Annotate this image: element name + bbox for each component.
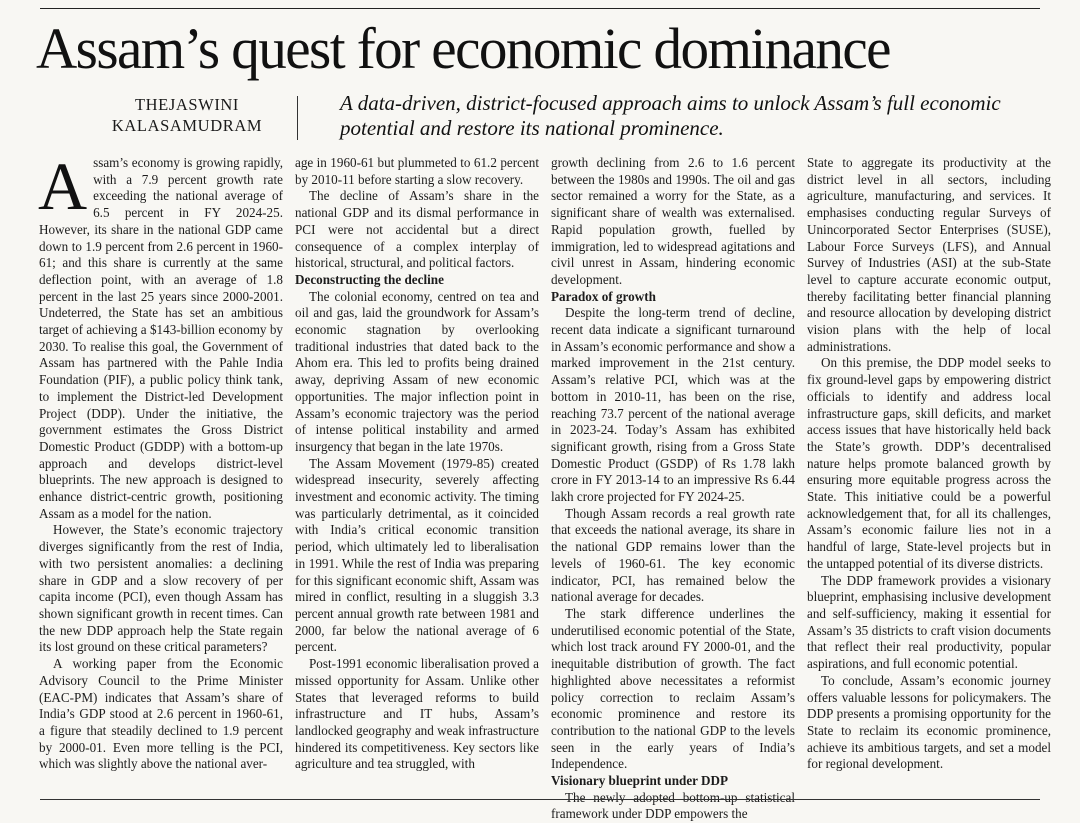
- paragraph: Though Assam records a real growth rate that exceeds the national average, its share in the national GDP remains lower than the levels of 1960-61. The key economic indicator, PCI, has remained below the national average for decades.: [551, 505, 795, 605]
- column-2: [295, 155, 539, 791]
- paragraph: The decline of Assam’s share in the national GDP and its dismal performance in PCI were not accidental but a direct consequence of a complex interplay of historical, structural, and political factors.: [295, 188, 539, 271]
- column-4: [807, 155, 1051, 791]
- paragraph: The DDP framework provides a visionary blueprint, emphasising inclusive development and self-sufficiency, making it essential for Assam’s 35 districts to craft vision documents that reflect their real productivity, popular aspirations, and full economic potential.: [807, 572, 1051, 672]
- paragraph: The stark difference underlines the underutilised economic potential of the State, which lost track around FY 2000-01, and the inequitable distribution of growth. The fact highlighted above necessitates a reformist policy correction to reclaim Assam’s economic prominence and restore its contribution to the national GDP to the levels seen in the early years of India’s Independence.: [551, 605, 795, 772]
- paragraph: To conclude, Assam’s economic journey offers valuable lessons for policymakers. The DDP presents a promising opportunity for the State to reclaim its economic prominence, achieve its ambitious targets, and set a model for regional development.: [807, 672, 1051, 772]
- byline: [82, 94, 292, 136]
- author-first-name: THEJASWINI: [134, 95, 240, 114]
- paragraph: [38, 148, 283, 522]
- drop-cap: A: [38, 148, 88, 224]
- paragraph: Post-1991 economic liberalisation proved a missed opportunity for Assam. Unlike other States that leveraged reforms to build infrastructure and IT hubs, Assam’s landlocked geography and weak infrastructure hindered its competitiveness. Key sectors like agriculture and tea struggled, with: [295, 656, 539, 772]
- author-last-name: KALASAMUDRAM: [111, 116, 263, 135]
- paragraph: However, the State’s economic trajectory diverges significantly from the rest of India, with two persistent anomalies: a declining share in GDP and a slow recovery of per capita income (PCI), even though Assam has shown significant growth in recent times. Can the new DDP approach help the State regain its lost ground on these critical parameters?: [39, 522, 283, 655]
- paragraph: State to aggregate its productivity at the district level in all sectors, including agriculture, manufacturing, and services. It emphasises conducting regular Surveys of Unincorporated Sector Enterprises (SUSE), Labour Force Surveys (LFS), and Annual Survey of Industries (ASI) at the sub-State level to capture accurate economic output, thereby facilitating better financial planning and resource allocation by developing district vision plans with the help of local administrations.: [807, 155, 1051, 354]
- subheading: Deconstructing the decline: [295, 271, 444, 287]
- paragraph: The Assam Movement (1979-85) created widespread insecurity, severely affecting investment and economic activity. The timing was particularly detrimental, as it coincided with India’s critical economic transition period, which ultimately led to liberalisation in 1991. While the rest of India was preparing for this significant economic shift, Assam was mired in conflict, resulting in a sluggish 3.3 percent annual growth rate between 1981 and 2000, far below the national average of 6 percent.: [295, 455, 539, 655]
- paragraph: growth declining from 2.6 to 1.6 percent between the 1980s and 1990s. The oil and gas sector remained a worry for the State, as a significant share of wealth was externalised. Rapid population growth, fuelled by immigration, led to widespread agitations and civil unrest in Assam, hindering economic development.: [551, 155, 795, 287]
- paragraph-text: ssam’s economy is growing rapidly, with a 7.9 percent growth rate exceeding the national average of 6.5 percent in FY 2024-25. However, its share in the national GDP came down to 1.9 percent from 2.6 percent in 1960-61; and this share is currently at the same deflection point, with an average of 1.8 percent in the last 25 years since 2000-2001. Undeterred, the State has set an ambitious target of achieving a $143-billion economy by 2030. To realise this goal, the Government of Assam has partnered with the Pahle India Foundation (PIF), a public policy think tank, to implement the District-led Development Project (DDP). Under the initiative, the government estimates the Gross District Domestic Product (GDDP) with a bottom-up approach and develops district-level blueprints. The new approach is designed to enhance district-centric growth, positioning Assam as a model for the nation.: [39, 155, 283, 521]
- paragraph: On this premise, the DDP model seeks to fix ground-level gaps by empowering district officials to identify and address local infrastructure gaps, skill deficits, and market access issues that have historically held back the State’s growth. DDP’s decentralised nature helps promote balanced growth by ensuring more equitable progress across the State. This initiative could be a powerful acknowledgement that, for all its challenges, Assam’s economic failure lies not in a handful of large, State-level projects but in the untapped potential of its diverse districts.: [807, 355, 1051, 571]
- paragraph: The newly adopted bottom-up statistical framework under DDP empowers the: [551, 789, 795, 822]
- subheading: Paradox of growth: [551, 288, 656, 304]
- paragraph: age in 1960-61 but plummeted to 61.2 percent by 2010-11 before starting a slow recovery.: [295, 155, 539, 187]
- paragraph: The colonial economy, centred on tea and oil and gas, laid the groundwork for Assam’s economic stagnation by overlooking traditional industries that dated back to the Ahom era. This led to profits being drained away, depriving Assam of new economic opportunities. The major inflection point in Assam’s economic trajectory was the period of intense political instability and armed insurgency that began in the late 1970s.: [295, 288, 539, 454]
- headline: Assam’s quest for economic dominance: [36, 16, 890, 81]
- byline-divider: [297, 96, 298, 140]
- column-1: [38, 148, 283, 791]
- deck: A data-driven, district-focused approach aims to unlock Assam’s full economic potential and restore its national prominence.: [340, 91, 1001, 140]
- bottom-rule: [40, 799, 1040, 800]
- column-3: [551, 155, 795, 822]
- paragraph: Despite the long-term trend of decline, recent data indicate a significant turnaround in Assam’s economic performance and show a marked improvement in the 21st century. Assam’s relative PCI, which was at the bottom in 2010-11, has been on the rise, reaching 73.7 percent of the national average in 2023-24. Today’s Assam has exhibited significant growth, rising from a Gross State Domestic Product (GSDP) of Rs 1.78 lakh crore in FY 2013-14 to an impressive Rs 6.44 lakh crore projected for FY 2024-25.: [551, 305, 795, 505]
- top-rule: [40, 8, 1040, 9]
- subheading: Visionary blueprint under DDP: [551, 773, 729, 789]
- paragraph: A working paper from the Economic Advisory Council to the Prime Minister (EAC-PM) indicates that Assam’s share of India’s GDP stood at 2.6 percent in 1960-61, a figure that steadily declined to 1.9 percent by 2000-01. Even more telling is the PCI, which was slightly above the national aver-: [39, 656, 283, 772]
